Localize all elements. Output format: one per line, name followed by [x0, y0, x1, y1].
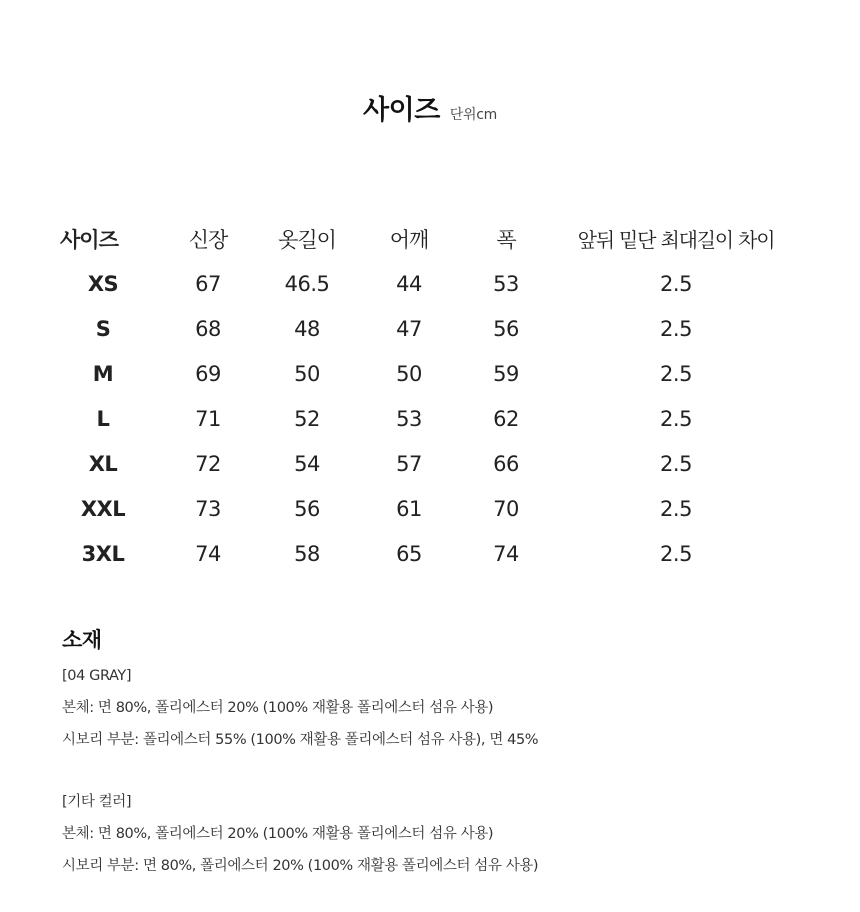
table-cell: 2.5: [660, 271, 692, 296]
column-header-shoulder: 어깨: [389, 227, 429, 252]
table-cell: 2.5: [660, 316, 692, 341]
table-cell: 65: [396, 541, 422, 566]
table-cell: 72: [195, 451, 221, 476]
table-cell: 50: [396, 361, 422, 386]
size-cell: M: [92, 361, 114, 386]
table-cell: 71: [195, 406, 221, 431]
table-cell: 44: [396, 271, 422, 296]
column-header-width: 폭: [496, 227, 516, 252]
size-cell: S: [95, 316, 111, 341]
table-cell: 58: [294, 541, 320, 566]
table-row: [48, 261, 802, 306]
table-cell: 59: [493, 361, 519, 386]
table-cell: 56: [294, 496, 320, 521]
column-header-length: 옷길이: [278, 227, 336, 252]
table-cell: 54: [294, 451, 320, 476]
table-cell: 61: [396, 496, 422, 521]
table-cell: 53: [493, 271, 519, 296]
table-cell: 74: [195, 541, 221, 566]
table-row: [48, 441, 802, 486]
table-header-row: [48, 216, 802, 261]
table-cell: 46.5: [284, 271, 330, 296]
table-cell: 50: [294, 361, 320, 386]
material-line: 본체: 면 80%, 폴리에스터 20% (100% 재활용 폴리에스터 섬유 사용): [62, 826, 494, 842]
table-cell: 67: [195, 271, 221, 296]
table-row: [48, 486, 802, 531]
table-cell: 73: [195, 496, 221, 521]
table-cell: 2.5: [660, 451, 692, 476]
table-cell: 53: [396, 406, 422, 431]
size-cell: XXL: [80, 496, 126, 521]
table-cell: 2.5: [660, 406, 692, 431]
column-header-hem-difference: 앞뒤 밑단 최대길이 차이: [577, 228, 775, 252]
table-cell: 57: [396, 451, 422, 476]
table-cell: 47: [396, 316, 422, 341]
table-row: [48, 531, 802, 576]
table-cell: 66: [493, 451, 519, 476]
table-row: [48, 351, 802, 396]
material-line: 시보리 부분: 폴리에스터 55% (100% 재활용 폴리에스터 섬유 사용), 면 45%: [62, 732, 539, 748]
size-cell: XS: [87, 271, 119, 296]
material-line: 시보리 부분: 면 80%, 폴리에스터 20% (100% 재활용 폴리에스터 섬유 사용): [62, 858, 539, 874]
size-table: [48, 216, 802, 576]
table-cell: 70: [493, 496, 519, 521]
table-cell: 74: [493, 541, 519, 566]
size-cell: XL: [88, 451, 118, 476]
table-cell: 2.5: [660, 541, 692, 566]
table-cell: 56: [493, 316, 519, 341]
column-header-size: 사이즈: [60, 227, 118, 252]
table-cell: 62: [493, 406, 519, 431]
table-cell: 52: [294, 406, 320, 431]
material-group-label: [04 GRAY]: [62, 668, 132, 684]
table-row: [48, 306, 802, 351]
material-title: 소재: [62, 628, 102, 652]
size-cell: 3XL: [81, 541, 125, 566]
page-title: 사이즈: [363, 95, 440, 126]
size-cell: L: [96, 406, 110, 431]
table-cell: 68: [195, 316, 221, 341]
material-group-label: [기타 컬러]: [62, 794, 132, 810]
table-cell: 69: [195, 361, 221, 386]
table-cell: 48: [294, 316, 320, 341]
material-line: 본체: 면 80%, 폴리에스터 20% (100% 재활용 폴리에스터 섬유 사용): [62, 700, 494, 716]
material-section: [62, 624, 822, 882]
table-cell: 2.5: [660, 496, 692, 521]
spacer: [62, 756, 822, 786]
column-header-height: 신장: [188, 227, 228, 252]
table-cell: 2.5: [660, 361, 692, 386]
unit-label: 단위cm: [449, 107, 497, 123]
size-section-header: [0, 88, 860, 127]
table-row: [48, 396, 802, 441]
